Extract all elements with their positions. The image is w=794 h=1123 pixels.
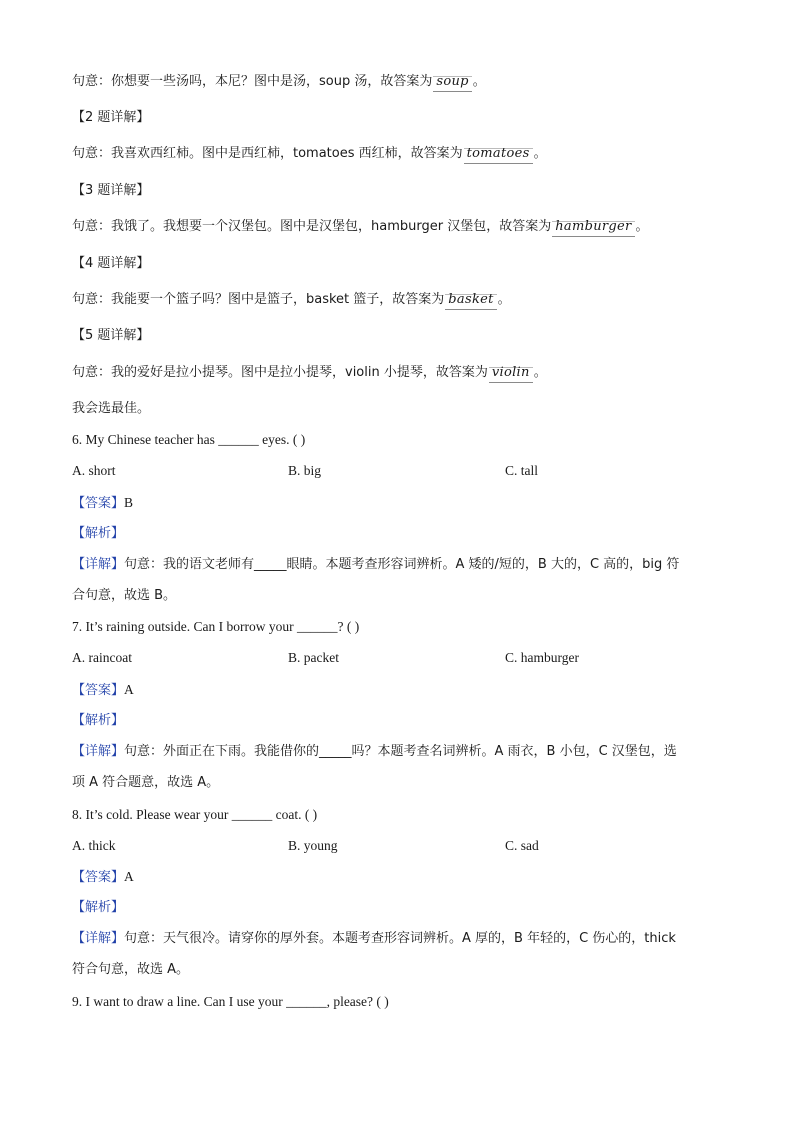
question-8-stem: 8. It’s cold. Please wear your ______ coat. ( ) (72, 807, 318, 822)
question-6-analysis-tag: 【解析】 (72, 526, 125, 541)
question-8-options (72, 837, 724, 855)
question-7-analysis-tag: 【解析】 (72, 713, 125, 728)
answer-tag: 【答案】 (72, 496, 125, 511)
option-b: B. packet (288, 650, 339, 665)
period: 。 (533, 146, 547, 161)
section-heading-q5: 【5 题详解】 (72, 328, 150, 343)
question-8-answer (72, 868, 134, 887)
detail-tag: 【详解】 (72, 744, 125, 759)
question-8-detail-line-2: 符合句意，故选 A。 (72, 962, 190, 977)
question-6-stem: 6. My Chinese teacher has ______ eyes. ( ) (72, 432, 306, 447)
question-7-options (72, 649, 724, 667)
answer-box (552, 218, 634, 237)
question-8-analysis-tag: 【解析】 (72, 900, 125, 915)
question-9-stem: 9. I want to draw a line. Can I use your ______, please? ( ) (72, 994, 389, 1009)
option-a: A. raincoat (72, 650, 132, 665)
detail-tag: 【详解】 (72, 557, 125, 572)
question-7-detail-line-2: 项 A 符合题意，故选 A。 (72, 775, 220, 790)
answer-tag: 【答案】 (72, 870, 125, 885)
question-6-options (72, 462, 724, 480)
detail-tag: 【详解】 (72, 931, 125, 946)
answer-box (464, 145, 533, 164)
answer-value: B (124, 495, 134, 510)
period: 。 (635, 219, 649, 234)
explanation-text: 句意：你想要一些汤吗，本尼？图中是汤，soup 汤，故答案为 (72, 74, 433, 89)
explanation-q1 (72, 73, 486, 92)
period: 。 (472, 74, 486, 89)
section-heading-q3: 【3 题详解】 (72, 183, 150, 198)
answer-value: A (124, 682, 134, 697)
option-c: C. hamburger (505, 650, 579, 665)
explanation-q3 (72, 218, 649, 237)
explanation-q2 (72, 145, 547, 164)
question-7-answer (72, 681, 134, 700)
answer-tag: 【答案】 (72, 683, 125, 698)
explanation-text: 句意：我喜欢西红柿。图中是西红柿，tomatoes 西红柿，故答案为 (72, 146, 463, 161)
detail-text: 句意：我的语文老师有_____眼睛。本题考查形容词辨析。A 矮的/短的，B 大的，C 高的，big 符 (124, 557, 680, 572)
answer-value: A (124, 869, 134, 884)
option-c: C. sad (505, 838, 539, 853)
closing-remark: 我会选最佳。 (72, 401, 151, 416)
answer-box (433, 73, 471, 92)
question-6-answer (72, 494, 133, 513)
section-heading-q4: 【4 题详解】 (72, 256, 150, 271)
question-7-stem: 7. It’s raining outside. Can I borrow your ______? ( ) (72, 619, 360, 634)
detail-text: 句意：外面正在下雨。我能借你的_____吗？本题考查名词辨析。A 雨衣，B 小包，C 汉堡包，选 (124, 744, 677, 759)
explanation-q4 (72, 291, 511, 310)
option-b: B. young (288, 838, 338, 853)
question-6-detail-line-2: 合句意，故选 B。 (72, 588, 177, 603)
handwritten-answer: hamburger (555, 219, 632, 234)
period: 。 (533, 365, 547, 380)
option-a: A. thick (72, 838, 116, 853)
explanation-text: 句意：我能要一个篮子吗？图中是篮子，basket 篮子，故答案为 (72, 292, 445, 307)
question-7-detail-line-1 (72, 743, 677, 761)
question-6-detail-line-1 (72, 556, 679, 574)
explanation-q5 (72, 364, 547, 383)
question-8-detail-line-1 (72, 930, 676, 948)
section-heading-q2: 【2 题详解】 (72, 110, 150, 125)
explanation-text: 句意：我饿了。我想要一个汉堡包。图中是汉堡包，hamburger 汉堡包，故答案为 (72, 219, 552, 234)
answer-box (489, 364, 533, 383)
answer-box (445, 291, 496, 310)
handwritten-answer: basket (448, 292, 494, 307)
handwritten-answer: soup (436, 74, 469, 89)
detail-text: 句意：天气很冷。请穿你的厚外套。本题考查形容词辨析。A 厚的，B 年轻的，C 伤心的，thick (124, 931, 676, 946)
handwritten-answer: tomatoes (466, 146, 530, 161)
period: 。 (497, 292, 511, 307)
option-a: A. short (72, 463, 116, 478)
handwritten-answer: violin (491, 365, 530, 380)
option-b: B. big (288, 463, 322, 478)
explanation-text: 句意：我的爱好是拉小提琴。图中是拉小提琴，violin 小提琴，故答案为 (72, 365, 488, 380)
option-c: C. tall (505, 463, 538, 478)
